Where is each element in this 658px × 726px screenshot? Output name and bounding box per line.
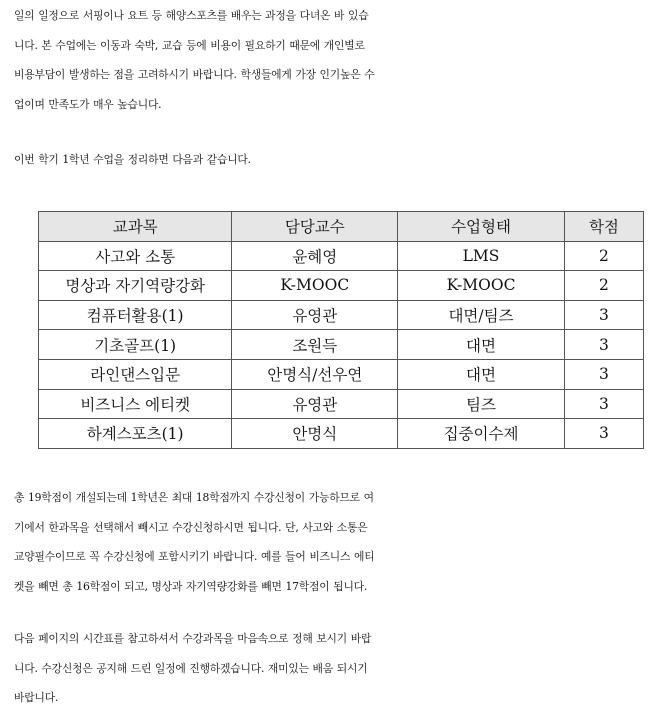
cell-course: 사고와 소통: [39, 241, 232, 271]
cell-credits: 3: [564, 330, 643, 360]
cell-course: 컴퓨터활용(1): [39, 300, 232, 330]
table-row: [39, 359, 644, 389]
cell-credits: 3: [564, 419, 643, 449]
text-line: 이번 학기 1학년 수업을 정리하면 다음과 같습니다.: [14, 153, 251, 166]
table-row: [39, 330, 644, 360]
text-line: 기에서 한과목을 선택해서 빼시고 수강신청하시면 됩니다. 단, 사고와 소통은: [14, 520, 368, 534]
text-line: 일의 일정으로 서핑이나 요트 등 해양스포츠를 배우는 과정을 다녀온 바 있습: [14, 9, 369, 22]
cell-course: 비즈니스 에티켓: [39, 389, 232, 419]
header-course: 교과목: [39, 212, 232, 242]
table-row: [39, 271, 644, 301]
cell-professor: 유영관: [232, 300, 398, 330]
text-line: 총 19학점이 개설되는데 1학년은 최대 18학점까지 수강신청이 가능하므로 여: [14, 491, 374, 504]
cell-format: K-MOOC: [398, 271, 565, 301]
summary-intro-paragraph: [14, 145, 644, 175]
cell-professor: 윤혜영: [232, 241, 398, 271]
text-line: 니다. 본 수업에는 이동과 숙박, 교습 등에 비용이 필요하기 때문에 개인별로: [14, 38, 365, 52]
table-row: [39, 389, 644, 419]
cell-format: 대면/팀즈: [398, 300, 565, 330]
cell-professor: 조원득: [232, 330, 398, 360]
cell-credits: 2: [564, 241, 643, 271]
cell-format: 대면: [398, 330, 565, 360]
cell-credits: 3: [564, 300, 643, 330]
cell-format: 집중이수제: [398, 419, 565, 449]
cell-credits: 3: [564, 389, 643, 419]
header-format: 수업형태: [398, 212, 565, 242]
cell-course: 하계스포츠(1): [39, 419, 232, 449]
credits-paragraph: [14, 483, 644, 601]
table-header-row: [39, 212, 644, 242]
table-row: [39, 300, 644, 330]
text-line: 비용부담이 발생하는 점을 고려하시기 바랍니다. 학생들에게 가장 인기높은 수: [14, 68, 375, 81]
cell-credits: 3: [564, 359, 643, 389]
text-line: 니다. 수강신청은 공지해 드린 일정에 진행하겠습니다. 재미있는 배움 되시기: [14, 661, 368, 675]
cell-professor: 안명식/선우연: [232, 359, 398, 389]
cell-professor: 유영관: [232, 389, 398, 419]
text-line: 바랍니다.: [14, 691, 59, 704]
table-row: [39, 419, 644, 449]
intro-paragraph: [14, 1, 644, 119]
text-line: 업이며 만족도가 매우 높습니다.: [14, 97, 162, 111]
cell-format: 팀즈: [398, 389, 565, 419]
table-row: [39, 241, 644, 271]
course-table: [38, 211, 644, 449]
cell-format: 대면: [398, 359, 565, 389]
cell-professor: 안명식: [232, 419, 398, 449]
text-line: 교양필수이므로 꼭 수강신청에 포함시키기 바랍니다. 예를 들어 비즈니스 에티: [14, 550, 375, 563]
header-credits: 학점: [564, 212, 643, 242]
cell-course: 라인댄스입문: [39, 359, 232, 389]
cell-course: 기초골프(1): [39, 330, 232, 360]
cell-credits: 2: [564, 271, 643, 301]
header-professor: 담당교수: [232, 212, 398, 242]
cell-professor: K-MOOC: [232, 271, 398, 301]
course-table-container: [38, 211, 644, 449]
cell-format: LMS: [398, 241, 565, 271]
cell-course: 명상과 자기역량강화: [39, 271, 232, 301]
text-line: 다음 페이지의 시간표를 참고하셔서 수강과목을 마음속으로 정해 보시기 바랍: [14, 632, 372, 645]
closing-paragraph: [14, 624, 644, 713]
text-line: 켓을 빼면 총 16학점이 되고, 명상과 자기역량강화를 빼면 17학점이 됩니다.: [14, 579, 368, 593]
